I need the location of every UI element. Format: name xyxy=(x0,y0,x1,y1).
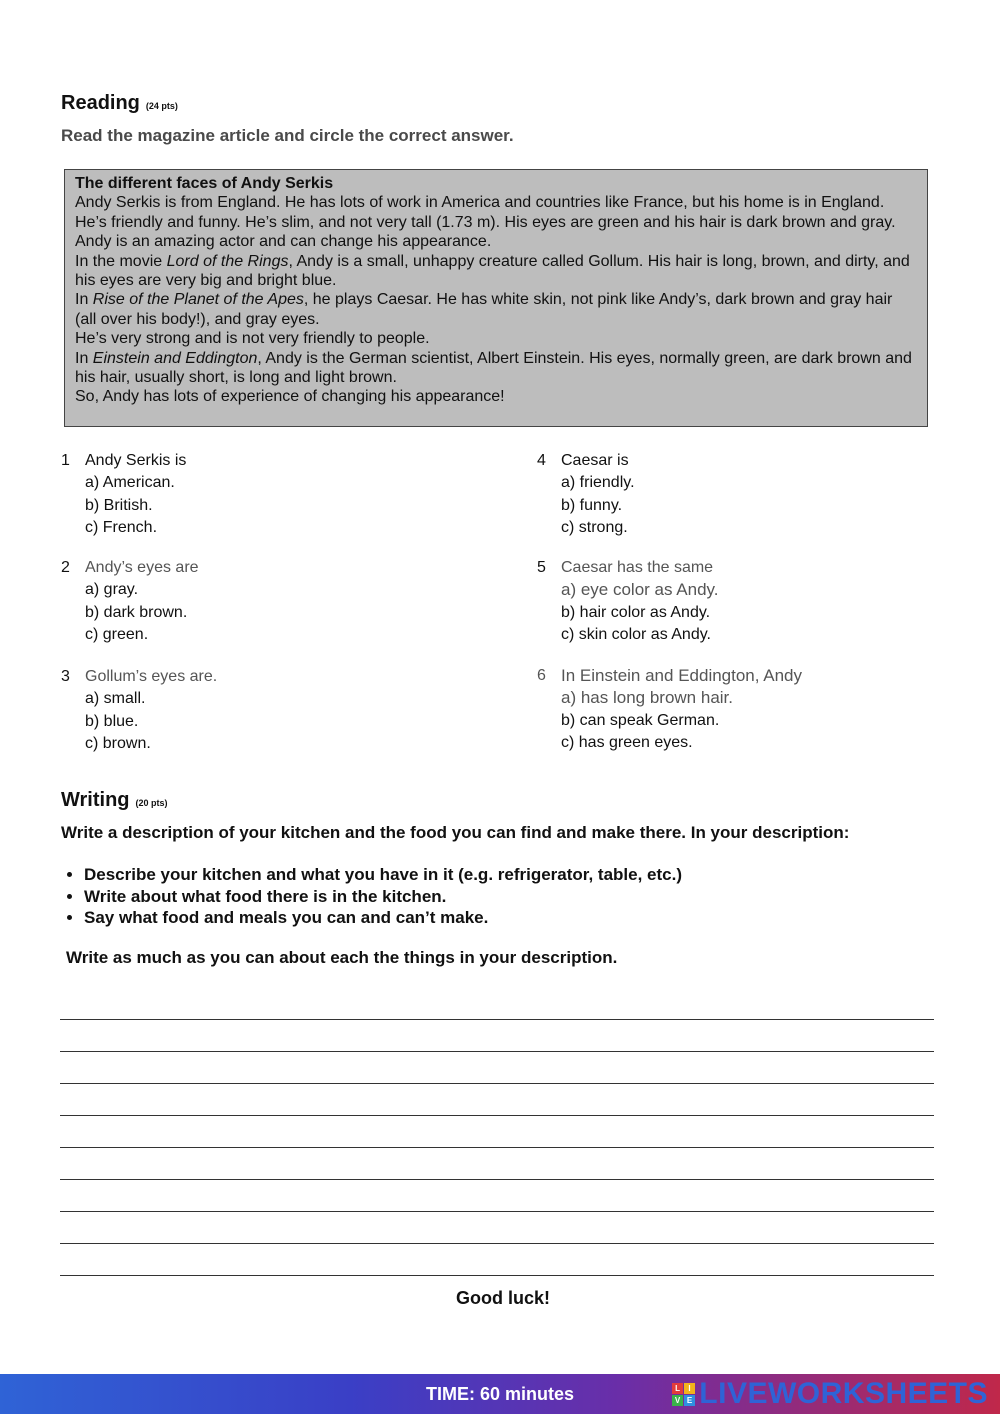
question-6 xyxy=(537,665,802,755)
reading-points: (24 pts) xyxy=(145,101,178,111)
answer-option-a[interactable]: a) eye color as Andy. xyxy=(561,580,719,600)
writing-bullet-list xyxy=(60,864,682,929)
writing-line[interactable] xyxy=(60,1275,934,1276)
reading-title: Reading xyxy=(61,92,140,114)
writing-bullet: • Say what food and meals you can and can’t make. xyxy=(84,907,682,929)
question-2 xyxy=(61,557,199,647)
reading-heading xyxy=(61,92,178,115)
writing-line[interactable] xyxy=(60,1211,934,1212)
article-p6-movie: Einstein and Eddington xyxy=(92,349,258,367)
question-number: 1 xyxy=(61,452,70,469)
answer-option-a[interactable]: a) friendly. xyxy=(561,474,635,492)
answer-option-a[interactable]: a) small. xyxy=(85,690,146,708)
logo-tile: I xyxy=(684,1383,695,1394)
answer-option-c[interactable]: c) skin color as Andy. xyxy=(561,626,711,644)
writing-line[interactable] xyxy=(60,1179,934,1180)
answer-option-b[interactable]: b) can speak German. xyxy=(561,711,720,729)
writing-line[interactable] xyxy=(60,1115,934,1116)
article-p4-post: , he plays Caesar. He has white skin, not pink like Andy’s, dark brown and gray hair (all over his body!), and gray eyes. xyxy=(75,291,893,328)
answer-option-c[interactable]: c) strong. xyxy=(561,519,628,537)
answer-option-b[interactable]: b) funny. xyxy=(561,496,623,514)
question-number: 4 xyxy=(537,452,546,469)
article-paragraph-5: He’s very strong and is not very friendly to people. xyxy=(75,330,430,348)
writing-line[interactable] xyxy=(60,1019,934,1020)
question-5 xyxy=(537,557,719,647)
question-stem: Andy’s eyes are xyxy=(85,559,199,576)
writing-instruction: Write a description of your kitchen and the food you can find and make there. In your description: xyxy=(61,823,850,842)
writing-line[interactable] xyxy=(60,1083,934,1084)
question-number: 5 xyxy=(537,559,546,576)
answer-option-a[interactable]: a) has long brown hair. xyxy=(561,688,733,708)
question-stem: Andy Serkis is xyxy=(85,452,187,469)
answer-option-c[interactable]: c) green. xyxy=(85,626,149,644)
answer-option-a[interactable]: a) American. xyxy=(85,474,175,492)
liveworksheets-logo[interactable] xyxy=(672,1374,988,1414)
writing-closing-instruction: Write as much as you can about each the things in your description. xyxy=(66,948,618,967)
article-paragraph-6 xyxy=(75,349,917,388)
reading-instruction: Read the magazine article and circle the correct answer. xyxy=(61,126,514,145)
question-stem: In Einstein and Eddington, Andy xyxy=(561,666,803,685)
article-paragraph-4 xyxy=(75,290,917,329)
logo-tile: V xyxy=(672,1395,683,1406)
writing-heading xyxy=(61,789,168,812)
liveworksheets-logo-icon xyxy=(672,1383,695,1406)
question-stem: Caesar has the same xyxy=(561,559,714,576)
article-paragraph-1: Andy Serkis is from England. He has lots of work in America and countries like France, but his home is in England. xyxy=(75,194,885,212)
article-p3-post: , Andy is a small, unhappy creature called Gollum. His hair is long, brown, and dirty, and his eyes are very big and bright blue. xyxy=(75,252,910,290)
article-p4-movie: Rise of the Planet of the Apes xyxy=(92,291,304,309)
answer-option-c[interactable]: c) has green eyes. xyxy=(561,734,693,752)
logo-tile: E xyxy=(684,1395,695,1406)
writing-title: Writing xyxy=(61,789,130,811)
writing-bullet: • Describe your kitchen and what you have in it (e.g. refrigerator, table, etc.) xyxy=(84,864,682,886)
time-label: TIME: 60 minutes xyxy=(425,1384,575,1404)
article-paragraph-3 xyxy=(75,252,917,291)
answer-option-c[interactable]: c) brown. xyxy=(85,735,151,753)
answer-option-b[interactable]: b) hair color as Andy. xyxy=(561,603,711,621)
article-box xyxy=(64,169,928,427)
question-1 xyxy=(61,450,186,540)
answer-option-c[interactable]: c) French. xyxy=(85,519,158,537)
answer-option-a[interactable]: a) gray. xyxy=(85,581,139,599)
question-3 xyxy=(61,666,217,756)
article-paragraph-2: He’s friendly and funny. He’s slim, and not very tall (1.73 m). His eyes are green and his hair is dark brown and gray. Andy is an amazing actor and can change his appearance. xyxy=(75,213,896,251)
article-p6-post: , Andy is the German scientist, Albert Einstein. His eyes, normally green, are dark brown and his hair, usually short, is long and light brown. xyxy=(75,349,912,387)
writing-line[interactable] xyxy=(60,1147,934,1148)
question-stem: Caesar is xyxy=(561,452,629,469)
liveworksheets-brand-text: LIVEWORKSHEETS xyxy=(699,1377,988,1410)
good-luck-text: Good luck! xyxy=(456,1288,550,1308)
question-number: 6 xyxy=(537,667,546,684)
article-p6-pre: In xyxy=(75,349,93,367)
article-title: The different faces of Andy Serkis xyxy=(75,175,334,192)
article-p3-pre: In the movie xyxy=(75,252,167,270)
writing-line[interactable] xyxy=(60,1243,934,1244)
article-p4-pre: In xyxy=(75,291,93,309)
article-paragraph-7: So, Andy has lots of experience of changing his appearance! xyxy=(75,388,505,406)
question-4 xyxy=(537,450,635,540)
answer-option-b[interactable]: b) British. xyxy=(85,496,153,514)
answer-option-b[interactable]: b) blue. xyxy=(85,712,139,730)
writing-line[interactable] xyxy=(60,1051,934,1052)
article-p3-movie: Lord of the Rings xyxy=(166,252,289,270)
question-number: 2 xyxy=(61,559,70,576)
writing-points: (20 pts) xyxy=(135,798,168,808)
footer-bar xyxy=(0,1374,1000,1414)
question-stem: Gollum’s eyes are. xyxy=(85,668,218,685)
writing-bullet: • Write about what food there is in the kitchen. xyxy=(84,886,682,908)
question-number: 3 xyxy=(61,668,70,685)
logo-tile: L xyxy=(672,1383,683,1394)
answer-option-b[interactable]: b) dark brown. xyxy=(85,603,188,621)
